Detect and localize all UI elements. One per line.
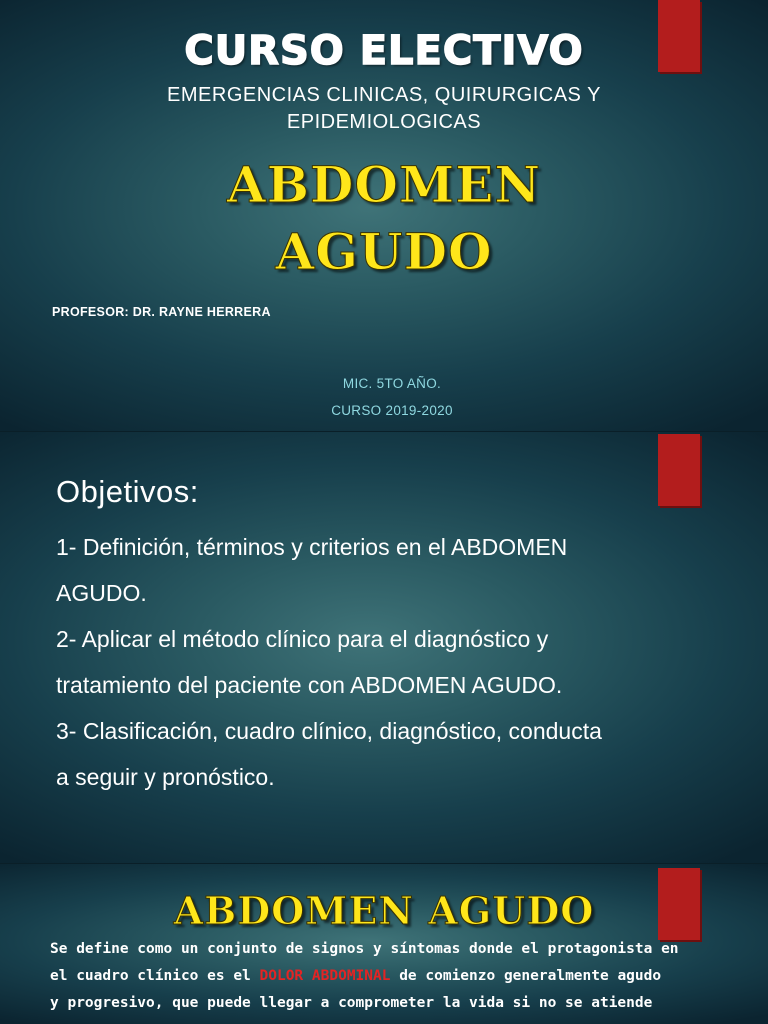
highlight-dolor-abdominal: DOLOR ABDOMINAL xyxy=(259,968,391,984)
objectives-list xyxy=(56,524,746,800)
objective-line: AGUDO. xyxy=(56,580,147,606)
slide-objectives xyxy=(0,432,768,864)
main-title-line2: AGUDO xyxy=(275,222,493,281)
definition-text-segment: el cuadro clínico es el xyxy=(50,968,260,984)
definition-line: Se define como un conjunto de signos y síntomas donde el protagonista en xyxy=(50,941,679,957)
main-title-line1: ABDOMEN xyxy=(226,155,542,214)
objective-line: 2- Aplicar el método clínico para el diagnóstico y xyxy=(56,626,549,652)
definition-title: ABDOMEN AGUDO xyxy=(173,888,595,933)
slide-title xyxy=(0,0,768,432)
professor-label: PROFESOR: DR. RAYNE HERRERA xyxy=(52,305,271,319)
definition-text-segment: de comienzo generalmente agudo xyxy=(390,968,662,984)
definition-line: y progresivo, que puede llegar a comprometer la vida si no se atiende xyxy=(50,995,653,1011)
objective-line: 3- Clasificación, cuadro clínico, diagnóstico, conducta xyxy=(56,718,602,744)
course-subtitle-line1: EMERGENCIAS CLINICAS, QUIRURGICAS Y xyxy=(167,84,601,106)
objective-line: 1- Definición, términos y criterios en el ABDOMEN xyxy=(56,534,568,560)
course-level: MIC. 5TO AÑO. xyxy=(342,376,442,391)
course-subtitle-line2: EPIDEMIOLOGICAS xyxy=(286,111,482,133)
objective-line: tratamiento del paciente con ABDOMEN AGUDO. xyxy=(56,672,563,698)
definition-line xyxy=(50,963,710,990)
objectives-heading: Objetivos: xyxy=(56,474,199,509)
accent-bar xyxy=(658,434,700,506)
course-year: CURSO 2019-2020 xyxy=(331,403,453,418)
slide-definition xyxy=(0,864,768,1024)
objective-line: a seguir y pronóstico. xyxy=(56,764,275,790)
definition-text xyxy=(50,936,710,1017)
course-title: CURSO ELECTIVO xyxy=(184,28,584,74)
